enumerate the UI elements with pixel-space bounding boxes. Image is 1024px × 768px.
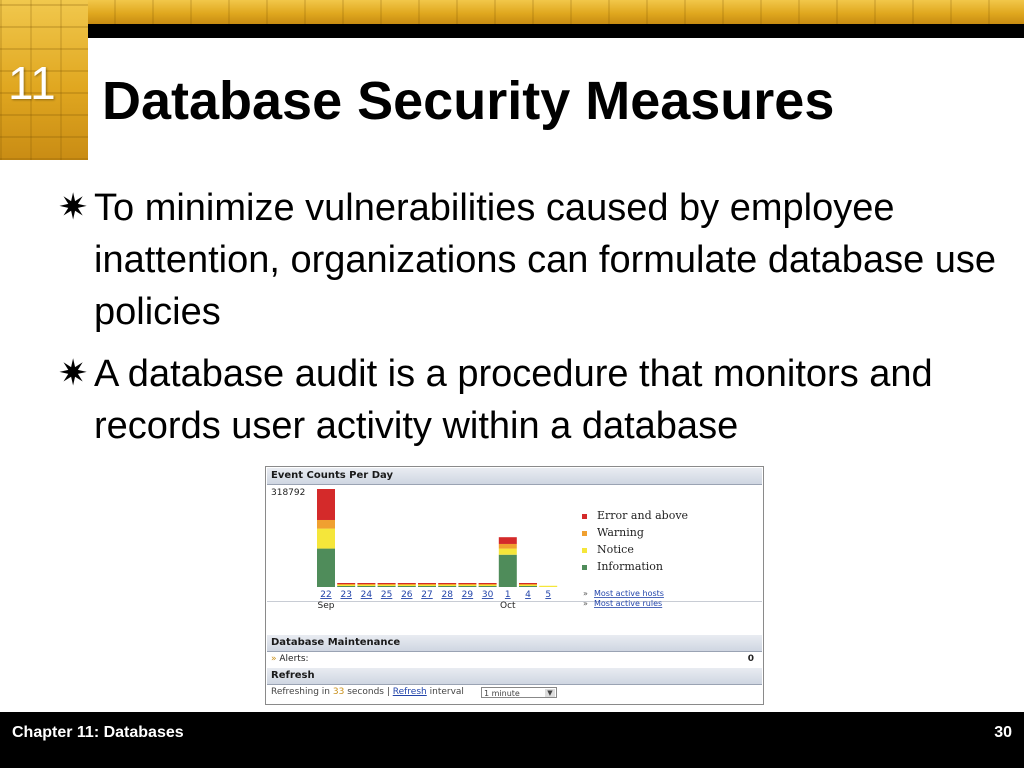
bar-segment [458,585,476,586]
bar-segment [357,584,375,585]
refresh-seconds: 33 [332,687,345,697]
bar-segment [519,583,537,584]
bar-segment [337,586,355,587]
bar-segment [519,586,537,587]
bullet-item [58,182,1018,338]
bar-segment [357,586,375,587]
bar-segment [438,586,456,587]
starburst-bullet-icon: ✷ [58,352,89,393]
bar-segment [337,585,355,586]
bar-segment [479,585,497,586]
event-counts-header: Event Counts Per Day [267,468,762,485]
bar-segment [539,586,557,587]
bar-segment [438,585,456,586]
refresh-header: Refresh [267,668,762,685]
x-tick-label[interactable]: 27 [421,590,433,600]
bar-segment [479,584,497,585]
bar-segment [479,586,497,587]
bar-segment [418,584,436,585]
bullet-list [58,182,1018,462]
month-label: Oct [500,601,516,611]
chapter-badge [0,0,88,160]
double-chevron-icon: » [271,654,277,664]
alerts-row[interactable] [267,652,762,667]
bar-segment [499,537,517,544]
header [0,0,1024,160]
refresh-suffix: interval [429,687,464,697]
header-black-bar [84,24,1024,38]
refresh-link[interactable]: Refresh [392,687,427,697]
alerts-label: Alerts: [279,654,309,664]
bar-segment [398,585,416,586]
y-max-label: 318792 [271,488,306,498]
slide-title: Database Security Measures [102,71,835,131]
interval-value: 1 minute [484,689,520,698]
bar-segment [317,520,335,529]
bar-segment [317,549,335,587]
bar-segment [519,584,537,585]
bar-segment [378,586,396,587]
bar-segment [357,583,375,584]
bar-segment [418,586,436,587]
bar-segment [499,544,517,549]
maintenance-header: Database Maintenance [267,635,762,652]
bar-segment [479,583,497,584]
x-tick-label[interactable]: 26 [401,590,413,600]
x-tick-label[interactable]: 30 [481,590,494,600]
legend-label: Notice [597,543,634,556]
interval-select[interactable] [481,687,557,698]
x-tick-label[interactable]: 22 [320,590,332,600]
bar-segment [438,584,456,585]
event-counts-svg [267,484,764,611]
chevron-right-icon: » [583,589,588,598]
chevron-down-icon: ▼ [545,689,555,697]
refresh-prefix: Refreshing in [271,687,330,697]
refresh-row [267,685,762,700]
panel-link[interactable]: Most active rules [594,599,663,608]
bar-segment [398,584,416,585]
bar-segment [378,583,396,584]
alerts-value: 0 [747,654,754,664]
footer [0,712,1024,768]
month-label: Sep [317,601,335,611]
bar-segment [418,583,436,584]
legend-swatch [582,531,587,536]
bar-segment [378,584,396,585]
legend-swatch [582,565,587,570]
x-tick-label[interactable]: 24 [360,590,373,600]
bar-segment [317,489,335,520]
legend-label: Error and above [597,509,689,522]
header-gold-strip [0,0,1024,24]
event-monitor-panel [265,466,764,705]
bar-segment [378,585,396,586]
chapter-number: 11 [8,57,56,109]
bar-segment [458,586,476,587]
bar-segment [357,585,375,586]
x-tick-label[interactable]: 29 [461,590,474,600]
event-counts-chart [267,484,762,611]
x-tick-label[interactable]: 25 [380,590,393,600]
bar-segment [458,584,476,585]
legend-label: Warning [597,526,644,539]
x-tick-label[interactable]: 5 [545,590,552,600]
bar-segment [438,583,456,584]
refresh-middle: seconds | [347,687,390,697]
x-tick-label[interactable]: 23 [340,590,352,600]
chevron-right-icon: » [583,599,588,608]
bullet-text: A database audit is a procedure that monitors and records user activity within a database [94,353,933,447]
x-tick-label[interactable]: 28 [441,590,453,600]
bar-segment [337,583,355,584]
bar-segment [458,583,476,584]
bar-segment [317,529,335,549]
bar-segment [499,549,517,555]
footer-page-number: 30 [994,724,1012,741]
legend-swatch [582,548,587,553]
starburst-bullet-icon: ✷ [58,186,89,227]
x-tick-label[interactable]: 4 [525,590,531,600]
bar-segment [519,585,537,586]
x-tick-label[interactable]: 1 [504,590,511,600]
legend-label: Information [597,560,664,573]
bar-segment [398,586,416,587]
bar-segment [418,585,436,586]
footer-chapter: Chapter 11: Databases [12,724,184,741]
bar-segment [398,583,416,584]
bullet-text: To minimize vulnerabilities caused by employee inattention, organizations can formulate database use policies [94,187,997,333]
legend-swatch [582,514,587,519]
bar-segment [499,555,517,587]
bar-segment [337,584,355,585]
panel-link[interactable]: Most active hosts [594,589,664,598]
bullet-item [58,348,1018,452]
